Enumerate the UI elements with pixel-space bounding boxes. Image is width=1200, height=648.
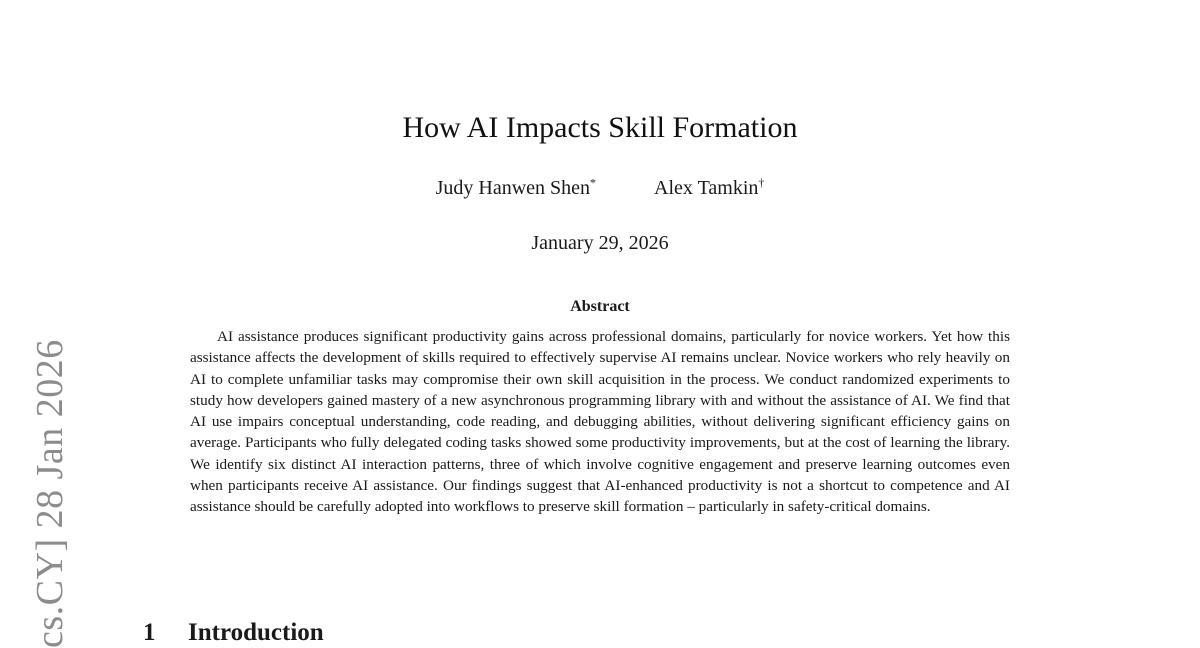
abstract-text: AI assistance produces significant productivity gains across professional domains, particularly for novice workers. Yet how this assistance affects the development of skills required to effectively supervise AI remains unclear. Novice workers who rely heavily on AI to complete unfamiliar tasks may compromise their own skill acquisition in the process. We conduct randomized experiments to study how developers gained mastery of a new asynchronous programming library with and without the assistance of AI. We find that AI use impairs conceptual understanding, code reading, and debugging abilities, without delivering significant efficiency gains on average. Participants who fully delegated coding tasks showed some productivity improvements, but at the cost of learning the library. We identify six distinct AI interaction patterns, three of which involve cognitive engagement and preserve learning outcomes even when participants receive AI assistance. Our findings suggest that AI-enhanced productivity is not a shortcut to competence and AI assistance should be carefully adopted into workflows to preserve skill formation – particularly in safety-critical domains. <box>190 328 1010 516</box>
author-1-mark: * <box>590 175 597 190</box>
arxiv-side-stamp: cs.CY] 28 Jan 2026 <box>29 339 71 648</box>
section-title: Introduction <box>188 619 324 646</box>
author-2 <box>654 175 764 201</box>
section-number: 1 <box>143 619 156 646</box>
author-1 <box>436 175 596 201</box>
abstract-heading: Abstract <box>570 298 630 315</box>
author-list <box>0 175 1200 201</box>
author-1-name: Judy Hanwen Shen <box>435 177 591 199</box>
section-heading-introduction <box>143 618 324 648</box>
paper-date: January 29, 2026 <box>531 232 669 254</box>
author-2-name: Alex Tamkin <box>654 177 759 199</box>
author-2-mark: † <box>758 175 765 190</box>
paper-title: How AI Impacts Skill Formation <box>402 111 798 144</box>
